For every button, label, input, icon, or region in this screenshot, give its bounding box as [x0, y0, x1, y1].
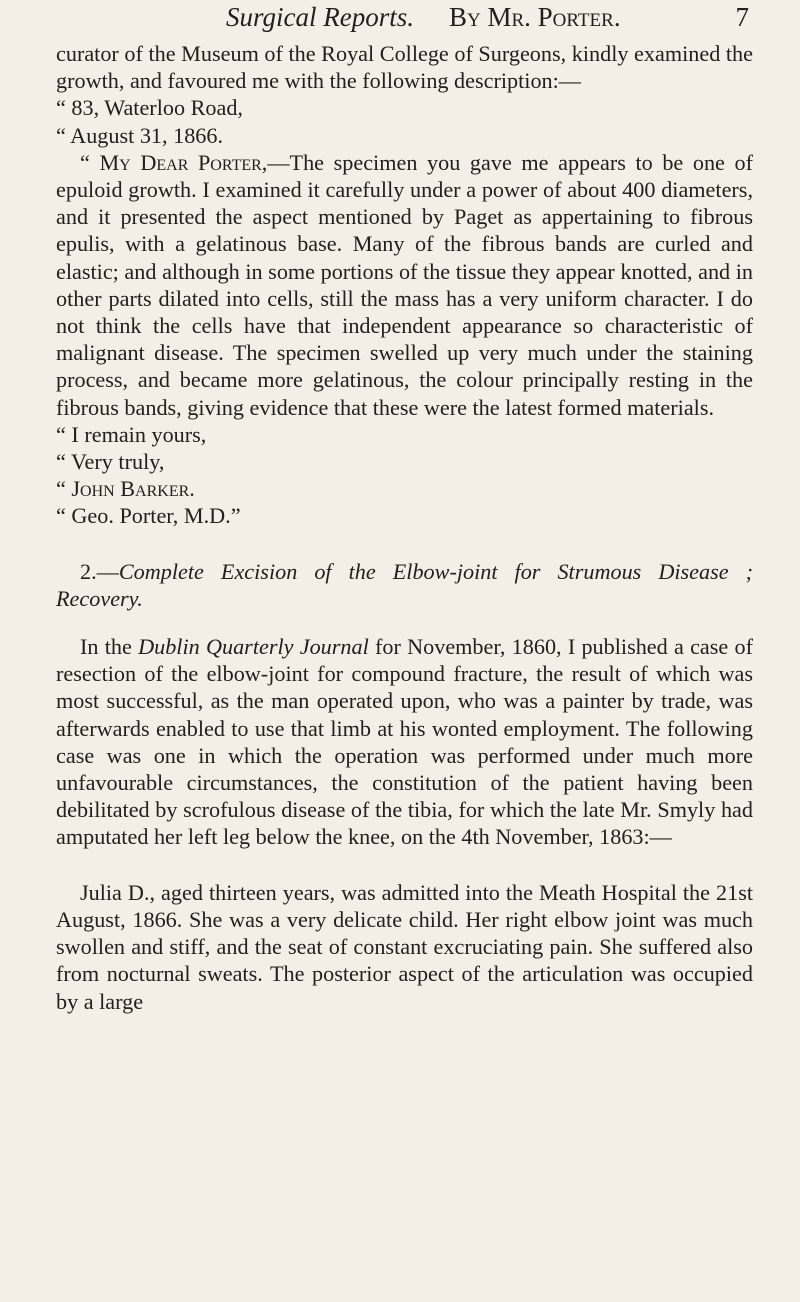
letter-signature: “ John Barker.	[56, 476, 195, 502]
section-title: Complete Excision of the Elbow-joint for Strumous Disease ; Recovery.	[56, 558, 753, 611]
section-heading	[56, 558, 753, 612]
paragraph	[56, 633, 753, 851]
letter-date-line: “ August 31, 1866.	[56, 122, 224, 148]
paragraph-lead: In the	[80, 634, 139, 660]
paragraph: Julia D., aged thirteen years, was admitted into the Meath Hospital the 21st August, 1866. She was a very delicate child. Her right elbow joint was much swollen and stiff, and the seat of constant excruciating pain. She suffered also from nocturnal sweats. The posterior aspect of the articulation was occupied by a large	[56, 879, 753, 1014]
body-text	[56, 40, 753, 1015]
letter-salutation: “ My Dear Porter,	[80, 149, 268, 175]
journal-title: Dublin Quarterly Journal	[138, 634, 369, 660]
letter-recipient: “ Geo. Porter, M.D.”	[56, 503, 241, 529]
letter-closing: “ Very truly,	[56, 449, 165, 475]
letter-address-line: “ 83, Waterloo Road,	[56, 95, 243, 121]
page-number: 7	[735, 2, 749, 32]
paragraph-text: for November, 1860, I published a case of resection of the elbow-joint for compound fracture, the result of which was most successful, as the man operated upon, who was a painter by trade, was afterwards enabled to use that limb at his wonted employment. The following case was one in which the operation was performed under much more unfavourable circumstances, the constitution of the patient having been debilitated by scrofulous disease of the tibia, for which the late Mr. Smyly had amputated her left leg below the knee, on the 4th November, 1863:—	[56, 634, 753, 850]
running-header	[56, 0, 753, 40]
intro-paragraph: curator of the Museum of the Royal College of Surgeons, kindly examined the growth, and favoured me with the following description:—	[56, 41, 753, 94]
letter-closing: “ I remain yours,	[56, 421, 207, 447]
letter-body	[56, 149, 753, 421]
running-author: By Mr. Porter.	[449, 2, 621, 32]
letter-body-text: —The specimen you gave me appears to be one of epuloid growth. I examined it carefully under a power of about 400 diameters, and it presented the aspect mentioned by Paget as appertaining to fibrous epulis, with a gelatinous base. Many of the fibrous bands are curled and elastic; and although in some portions of the tissue they appear knotted, and in other parts dilated into cells, still the mass has a very uniform character. I do not think the cells have that independent appearance so characteristic of malignant disease. The specimen swelled up very much under the staining process, and became more gelatinous, the colour principally resting in the fibrous bands, giving evidence that these were the latest formed materials.	[56, 149, 753, 420]
section-number: 2.—	[80, 558, 119, 584]
running-title: Surgical Reports.	[226, 2, 414, 32]
